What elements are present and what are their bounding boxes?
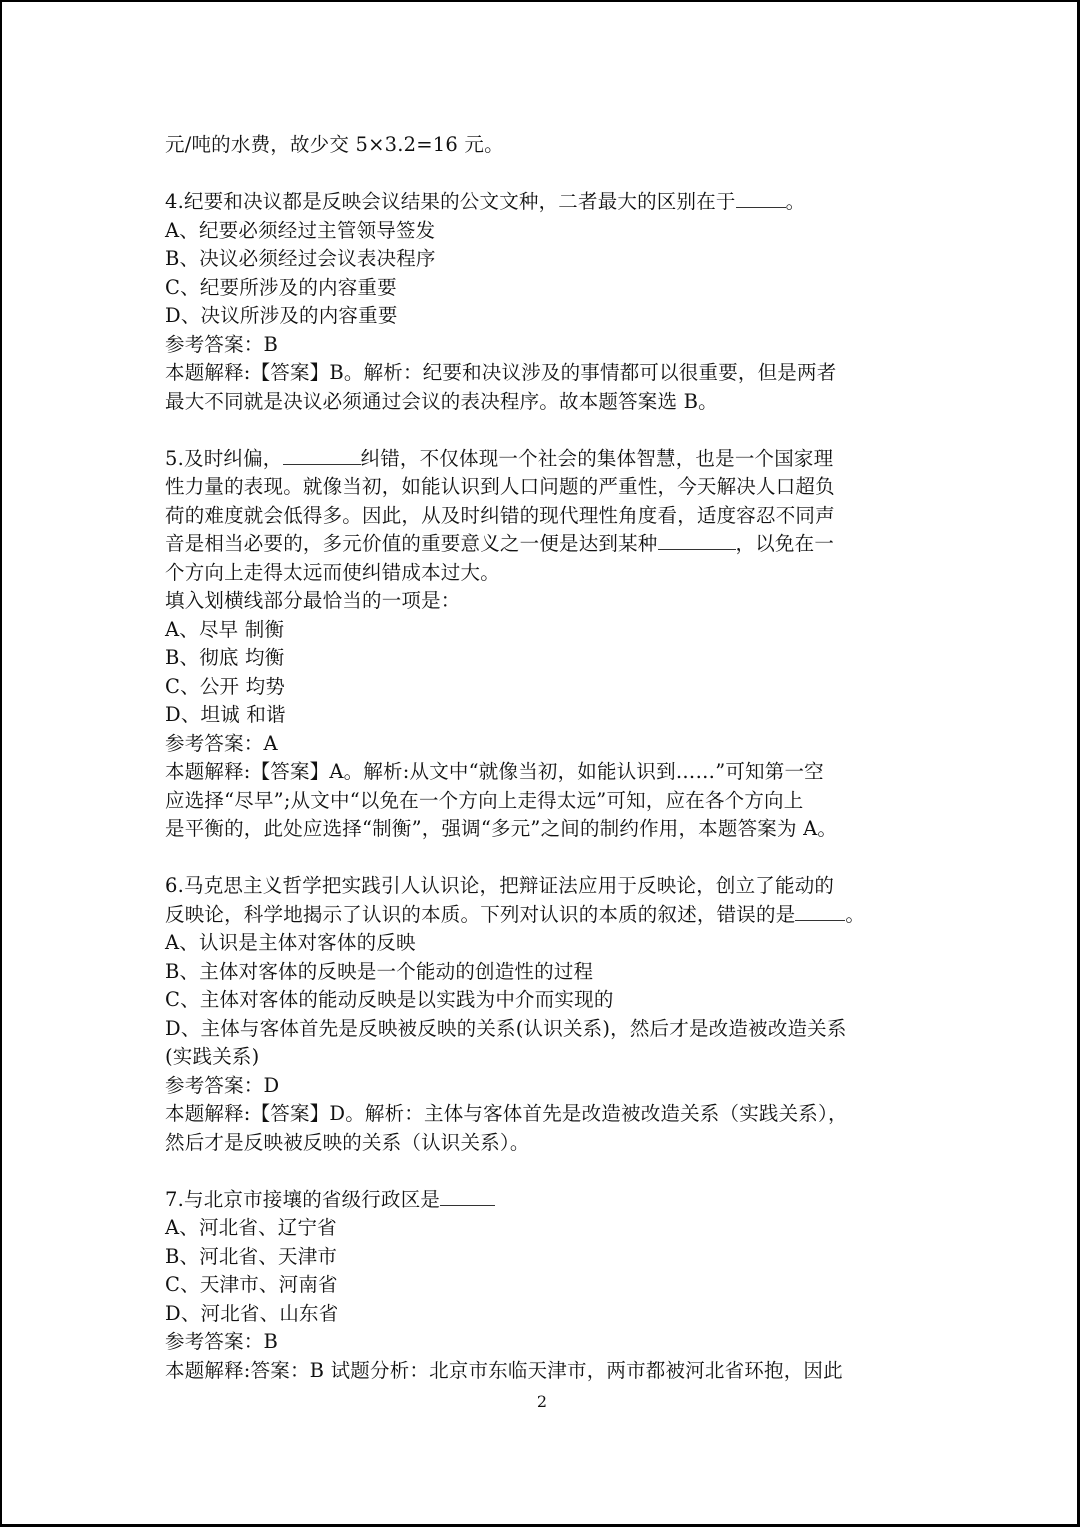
explanation-line: 最大不同就是决议必须通过会议的表决程序。故本题答案选 B。 [165, 389, 718, 413]
question-stem: 荷的难度就会低得多。因此，从及时纠错的现代理性角度看，适度容忍不同声 [165, 503, 835, 527]
option-b: B、河北省、天津市 [165, 1244, 338, 1268]
spacer [165, 1157, 925, 1186]
question-stem: 5.及时纠偏， 纠错，不仅体现一个社会的集体智慧，也是一个国家理 [165, 446, 834, 470]
reference-answer: 参考答案：D [165, 1073, 280, 1097]
question-5 [165, 445, 925, 844]
page-content [165, 131, 925, 1385]
page-number: 2 [536, 1392, 548, 1411]
spacer [165, 160, 925, 189]
option-b: B、彻底 均衡 [165, 646, 285, 669]
answer-blank [658, 531, 736, 550]
answer-blank [283, 446, 361, 465]
question-stem: 反映论，科学地揭示了认识的本质。下列对认识的本质的叙述，错误的是 。 [165, 902, 866, 926]
explanation-line: 本题解释:【答案】A。解析:从文中“就像当初，如能认识到……”可知第一空 [165, 760, 824, 783]
option-d: D、河北省、山东省 [165, 1301, 339, 1325]
option-c: C、主体对客体的能动反映是以实践为中介而实现的 [165, 988, 614, 1011]
spacer [165, 844, 925, 873]
answer-blank [736, 189, 786, 208]
reference-answer: 参考答案：B [165, 332, 279, 356]
option-d: D、决议所涉及的内容重要 [165, 304, 398, 327]
option-c: C、天津市、河南省 [165, 1273, 338, 1296]
option-b: B、决议必须经过会议表决程序 [165, 247, 436, 270]
explanation-line: 本题解释:【答案】B。解析：纪要和决议涉及的事情都可以很重要，但是两者 [165, 361, 837, 384]
question-stem: 4.纪要和决议都是反映会议结果的公文文种，二者最大的区别在于 。 [165, 190, 806, 213]
question-stem: 性力量的表现。就像当初，如能认识到人口问题的严重性，今天解决人口超负 [165, 475, 835, 498]
option-c: C、公开 均势 [165, 674, 286, 698]
question-stem: 音是相当必要的，多元价值的重要意义之一便是达到某种 ，以免在一 [165, 532, 835, 555]
question-stem: 个方向上走得太远而使纠错成本过大。 [165, 560, 500, 584]
option-a: A、尽早 制衡 [165, 617, 285, 641]
option-a: A、河北省、辽宁省 [165, 1216, 337, 1239]
question-7 [165, 1186, 925, 1386]
option-b: B、主体对客体的反映是一个能动的创造性的过程 [165, 959, 594, 983]
option-d-continued: (实践关系) [165, 1045, 260, 1068]
answer-blank [440, 1187, 495, 1206]
question-4 [165, 188, 925, 416]
intro-line: 元/吨的水费，故少交 5×3.2=16 元。 [165, 133, 504, 156]
spacer [165, 416, 925, 445]
option-a: A、纪要必须经过主管领导签发 [165, 218, 436, 242]
option-d: D、主体与客体首先是反映被反映的关系(认识关系)，然后才是改造被改造关系 [165, 1016, 847, 1040]
question-stem: 6.马克思主义哲学把实践引人认识论，把辩证法应用于反映论，创立了能动的 [165, 874, 835, 897]
explanation-line: 本题解释:【答案】D。解析：主体与客体首先是改造被改造关系（实践关系）， [165, 1102, 848, 1125]
explanation-line: 是平衡的，此处应选择“制衡”，强调“多元”之间的制约作用，本题答案为 A。 [165, 817, 838, 840]
explanation-line: 应选择“尽早”;从文中“以免在一个方向上走得太远”可知，应在各个方向上 [165, 788, 804, 812]
reference-answer: 参考答案：A [165, 731, 278, 755]
reference-answer: 参考答案：B [165, 1330, 279, 1353]
question-stem: 7.与北京市接壤的省级行政区是 [165, 1186, 925, 1215]
question-6 [165, 872, 925, 1157]
option-c: C、纪要所涉及的内容重要 [165, 275, 397, 299]
answer-blank [795, 902, 845, 921]
question-prompt: 填入划横线部分最恰当的一项是： [165, 589, 461, 612]
option-d: D、坦诚 和谐 [165, 703, 286, 726]
option-a: A、认识是主体对客体的反映 [165, 931, 416, 954]
explanation-line: 然后才是反映被反映的关系（认识关系）。 [165, 1130, 530, 1154]
explanation-line: 本题解释:答案：B 试题分析：北京市东临天津市，两市都被河北省环抱，因此 [165, 1358, 843, 1382]
